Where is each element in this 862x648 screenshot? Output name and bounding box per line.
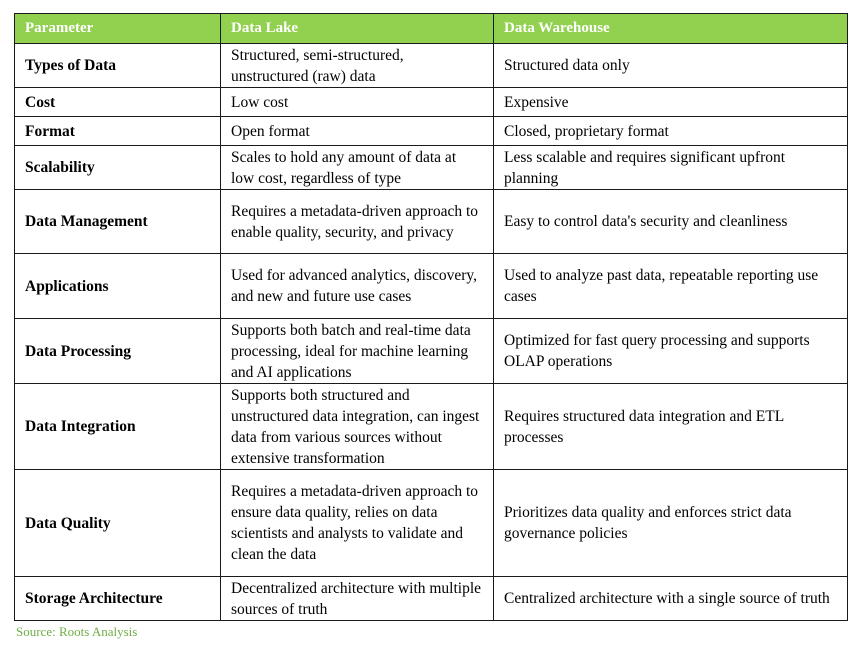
data-lake-cell: Scales to hold any amount of data at low cost, regardless of type xyxy=(221,146,494,190)
table-row xyxy=(15,88,848,117)
parameter-cell: Format xyxy=(15,117,221,146)
parameter-cell: Scalability xyxy=(15,146,221,190)
parameter-cell: Types of Data xyxy=(15,44,221,88)
table-row xyxy=(15,470,848,577)
table-header-row xyxy=(15,14,848,44)
data-warehouse-cell: Centralized architecture with a single source of truth xyxy=(494,577,848,621)
table-row xyxy=(15,319,848,384)
parameter-cell: Data Quality xyxy=(15,470,221,577)
comparison-table xyxy=(14,13,848,621)
data-warehouse-cell: Less scalable and requires significant upfront planning xyxy=(494,146,848,190)
data-warehouse-cell: Expensive xyxy=(494,88,848,117)
parameter-cell: Data Management xyxy=(15,190,221,254)
parameter-cell: Data Integration xyxy=(15,384,221,470)
data-warehouse-cell: Closed, proprietary format xyxy=(494,117,848,146)
data-warehouse-cell: Structured data only xyxy=(494,44,848,88)
data-warehouse-cell: Optimized for fast query processing and supports OLAP operations xyxy=(494,319,848,384)
parameter-cell: Applications xyxy=(15,254,221,319)
data-lake-cell: Requires a metadata-driven approach to ensure data quality, relies on data scientists and analysts to validate and clean the data xyxy=(221,470,494,577)
parameter-cell: Data Processing xyxy=(15,319,221,384)
source-note: Source: Roots Analysis xyxy=(16,624,138,639)
table-row xyxy=(15,117,848,146)
data-lake-cell: Used for advanced analytics, discovery, and new and future use cases xyxy=(221,254,494,319)
data-lake-cell: Supports both batch and real-time data processing, ideal for machine learning and AI applications xyxy=(221,319,494,384)
table-row xyxy=(15,577,848,621)
data-lake-cell: Supports both structured and unstructured data integration, can ingest data from various sources without extensive transformation xyxy=(221,384,494,470)
parameter-cell: Storage Architecture xyxy=(15,577,221,621)
table-row xyxy=(15,190,848,254)
column-header-parameter: Parameter xyxy=(15,14,221,44)
table-row xyxy=(15,254,848,319)
data-lake-cell: Low cost xyxy=(221,88,494,117)
data-lake-cell: Decentralized architecture with multiple sources of truth xyxy=(221,577,494,621)
table-row xyxy=(15,44,848,88)
data-warehouse-cell: Easy to control data's security and cleanliness xyxy=(494,190,848,254)
data-lake-cell: Requires a metadata-driven approach to enable quality, security, and privacy xyxy=(221,190,494,254)
table-row xyxy=(15,146,848,190)
data-lake-cell: Open format xyxy=(221,117,494,146)
data-warehouse-cell: Used to analyze past data, repeatable reporting use cases xyxy=(494,254,848,319)
column-header-data-lake: Data Lake xyxy=(221,14,494,44)
data-warehouse-cell: Requires structured data integration and ETL processes xyxy=(494,384,848,470)
table-row xyxy=(15,384,848,470)
column-header-data-warehouse: Data Warehouse xyxy=(494,14,848,44)
data-warehouse-cell: Prioritizes data quality and enforces strict data governance policies xyxy=(494,470,848,577)
data-lake-cell: Structured, semi-structured, unstructured (raw) data xyxy=(221,44,494,88)
parameter-cell: Cost xyxy=(15,88,221,117)
